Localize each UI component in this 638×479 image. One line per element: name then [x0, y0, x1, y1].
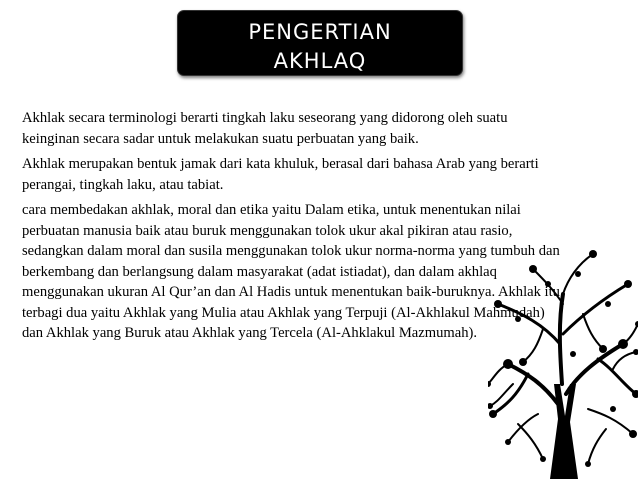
slide-title-box [177, 10, 463, 76]
paragraph-comparison: cara membedakan akhlak, moral dan etika yaitu Dalam etika, untuk menentukan nilai perbuatan manusia baik atau buruk menggunakan tolok ukur akal pikiran atau rasio, sedangkan dalam moral dan susila menggunakan tolok ukur norma-norma yang tumbuh dan berkembang dan berlangsung dalam masyarakat (adat istiadat), dan dalam akhlaq menggunakan ukuran Al Qur’an dan Al Hadis untuk menentukan baik-buruknya. Akhlak itu terbagi dua yaitu Akhlak yang Mulia atau Akhlak yang Terpuji (Al-Akhlakul Mahmudah) dan Akhlak yang Buruk atau Akhlak yang Tercela (Al-Ahklakul Mazmumah). [22, 202, 560, 341]
slide-body [22, 108, 562, 349]
slide-title [178, 18, 462, 76]
paragraph-plural-form: Akhlak merupakan bentuk jamak dari kata khuluk, berasal dari bahasa Arab yang berarti perangai, tingkah laku, atau tabiat. [22, 156, 539, 193]
paragraph-definition: Akhlak secara terminologi berarti tingkah laku seseorang yang didorong oleh suatu keinginan secara sadar untuk melakukan suatu perbuatan yang baik. [22, 110, 508, 147]
title-line-2: AKHLAQ [273, 49, 367, 73]
title-line-1: PENGERTIAN [248, 20, 392, 44]
